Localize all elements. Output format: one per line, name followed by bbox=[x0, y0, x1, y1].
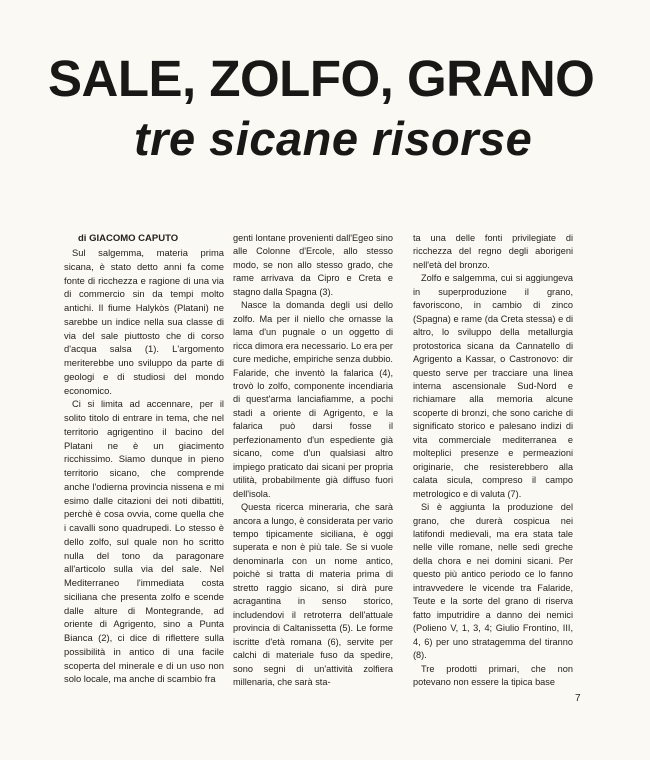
page-number: 7 bbox=[575, 693, 581, 704]
article-title: SALE, ZOLFO, GRANO bbox=[48, 50, 595, 107]
author-byline: di GIACOMO CAPUTO bbox=[78, 233, 179, 244]
paragraph: Ci si limita ad accennare, per il solito titolo di entrare in tema, che nel territorio agrigentino il bacino del Platani ne è un giacimento ricchissimo. Siamo dunque in pieno territorio sicano, che comprende anche l'odierna provincia nissena e mi esimo dalle citazioni dei noti dibattiti, perchè è cosa ovvia, come quella che i cavalli sono quadrupedi. Lo stesso è dello zolfo, sul quale non ho scritto nulla del tono da paragonare all'articolo sulla via del sale. Nel Mediterraneo l'immediata costa siciliana che presenta zolfo e scende dalle alture di Montegrande, ad oriente di Agrigento, sino a Punta Bianca (2), ci dice di riflettere sulla possibilità in antico di una facile scoperta del minerale e di un uso non solo locale, ma anche di scambio fra bbox=[64, 398, 224, 685]
paragraph: ta una delle fonti privilegiate di ricchezza del regno degli aborigeni nell'età del bronzo. bbox=[413, 233, 573, 270]
paragraph: Tre prodotti primari, che non potevano non essere la tipica base bbox=[413, 663, 573, 687]
text-column-3 bbox=[413, 232, 573, 689]
article-subtitle: tre sicane risorse bbox=[134, 112, 533, 165]
paragraph: genti lontane provenienti dall'Egeo sino alle Colonne d'Ercole, allo stesso modo, se non allo stesso grado, che rame arrivava da Cipro e Creta e stagno dalla Spagna (3). bbox=[233, 233, 393, 297]
paragraph: Questa ricerca mineraria, che sarà ancora a lungo, è considerata per vario tempo tipicamente siciliana, è oggi superata e non è più tale. Se si vuole denominarla con un nome antico, poichè si tratta di materia prima di stretto raggio sicano, si dirà pure acragantina in senso storico, includendovi il retroterra dell'attuale provincia di Caltanissetta (5). Le forme iscritte d'età romana (6), servite per calchi di materiale fuso da spedire, sono segni di un'attività zolfiera millenaria, che sarà sta- bbox=[233, 502, 393, 687]
text-column-1 bbox=[64, 232, 224, 686]
text-column-2 bbox=[233, 232, 393, 689]
paragraph: Si è aggiunta la produzione del grano, che durerà cospicua nei latifondi medievali, ma era stata tale nelle ville romane, nelle sedi greche della chora e nei domini sicani. Per questo più antico periodo ce lo fanno intravvedere le vicende tra Falaride, Teute e la sorte del grano di riserva fatto imputridire a danno dei nemici (Polieno V, 1, 3, 4; Giulio Frontino, III, 4, 6) per uno stratagemma del tiranno (8). bbox=[413, 502, 573, 661]
paragraph: Nasce la domanda degli usi dello zolfo. Ma per il niello che ornasse la lama d'un pugnale o un oggetto di ricca dimora era necessario. Lo era per cure mediche, empiriche senza dubbio. Falaride, che inventò la falarica (4), trovò lo zolfo, componente incendiaria di quest'arma lanciafiamme, a pochi stadi a oriente di Agrigento, e la falarica può darsi fosse il perfezionamento d'un espediente già sicano, come d'un qualsiasi altro impiego praticato dai sicani per propria utilità, probabilmente già diffuso fuori dell'isola. bbox=[233, 300, 393, 499]
paragraph: Sul salgemma, materia prima sicana, è stato detto anni fa come fonte di ricchezza e ragione di una via di commercio sin da tempi molto antichi. Il fiume Halykòs (Platani) ne sarebbe un indice nella sua classe di via del sale piuttosto che di corso d'acqua salsa (1). L'argomento meriterebbe uno sviluppo da parte di geologi e di studiosi del mondo economico. bbox=[64, 247, 224, 396]
paragraph: Zolfo e salgemma, cui si aggiungeva in superproduzione il grano, favoriscono, in cambio di zinco (Spagna) e rame (da Creta stessa) e di altro, lo sviluppo della metallurgia protostorica sicana da Cannatello di Agrigento a Kassar, o Castronovo: dir questo serve per tracciare una linea interna ascensionale Sud-Nord e richiamare alla memoria alcune scoperte di bronzi, che sono cariche di significato storico e palesano indizi di vita commerciale mediterranea e molteplici presenze e permeazioni originarie, che resisterebbero alla calata sicula, compreso il campo metrologico e di valuta (7). bbox=[413, 273, 573, 499]
